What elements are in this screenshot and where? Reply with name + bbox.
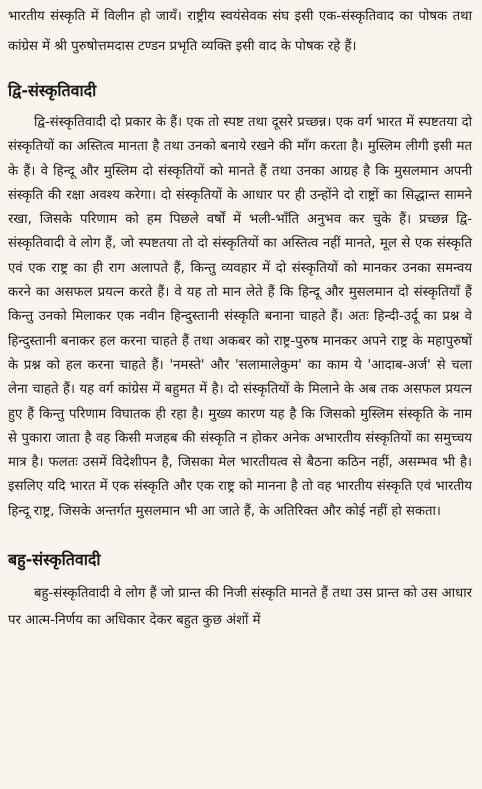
section-heading-bahu-sanskritivadi: बहु-संस्कृतिवादी: [8, 550, 101, 570]
paragraph-bahu-sanskritivadi: बहु-संस्कृतिवादी वे लोग हैं जो प्रान्त की निजी संस्कृति मानते हैं तथा उस प्रान्त को उस आधार पर आत्म-निर्णय का अधिकार देकर बहुत कुछ अंशों में: [8, 586, 472, 629]
section-heading-dvi-sanskritivadi: द्वि-संस्कृतिवादी: [8, 81, 97, 100]
intro-paragraph: भारतीय संस्कृति में विलीन हो जायँ। राष्ट्रीय स्वयंसेवक संघ इसी एक-संस्कृतिवाद का पोषक तथा कांग्रेस में श्री पुरुषोत्तमदास टण्डन प्रभृति व्यक्ति इसी वाद के पोषक रहे हैं।: [8, 9, 472, 54]
paragraph-dvi-sanskritivadi: द्वि-संस्कृतिवादी दो प्रकार के हैं। एक तो स्पष्ट तथा दूसरे प्रच्छन्न। एक वर्ग भारत में स्पष्टतया दो संस्कृतियों का अस्तित्व मानता है तथा उनको बनाये रखने की माँग करता है। मुस्लिम लीगी इसी मत के हैं। वे हिन्दू और मुस्लिम दो संस्कृतियों को मानते हैं तथा उनका आग्रह है कि मुसलमान अपनी संस्कृति की रक्षा अवश्य करेगा। दो संस्कृतियों के आधार पर ही उन्होंने दो राष्ट्रों का सिद्धान्त सामने रखा, जिसके परिणाम को हम पिछले वर्षों में भली-भाँति अनुभव कर चुके हैं। प्रच्छन्न द्वि-संस्कृतिवादी वे लोग हैं, जो स्पष्टतया तो दो संस्कृतियों का अस्तित्व नहीं मानते, मूल से एक संस्कृति एवं एक राष्ट्र का ही राग अलापते हैं, किन्तु व्यवहार में दो संस्कृतियों को मानकर उनका समन्वय करने का असफल प्रयत्न करते हैं। वे यह तो मान लेते हैं कि हिन्दू और मुसलमान दो संस्कृतियाँ हैं किन्तु उनको मिलाकर एक नवीन हिन्दुस्तानी संस्कृति बनाना चाहते हैं। अतः हिन्दी-उर्दू का प्रश्न वे हिन्दुस्तानी बनाकर हल करना चाहते हैं तथा अकबर को राष्ट्र-पुरुष मानकर अपने राष्ट्र के महापुरुषों के प्रश्न को हल करना चाहते हैं। 'नमस्ते' और 'सलामालेकुम' का काम ये 'आदाब-अर्ज' से चला लेना चाहते हैं। यह वर्ग कांग्रेस में बहुमत में है। दो संस्कृतियों के मिलाने के अब तक असफल प्रयत्न हुए हैं किन्तु परिणाम विघातक ही रहा है। मुख्य कारण यह है कि जिसको मुस्लिम संस्कृति के नाम से पुकारा जाता है वह किसी मजहब की संस्कृति न होकर अनेक अभारतीय संस्कृतियों का समुच्चय मात्र है। फलतः उसमें विदेशीपन है, जिसका मेल भारतीयत्व से बैठना कठिन नहीं, असम्भव भी है। इसलिए यदि भारत में एक संस्कृति और एक राष्ट्र को मानना है तो वह भारतीय संस्कृति एवं भारतीय हिन्दू राष्ट्र, जिसके अन्तर्गत मुसलमान भी आ जाते हैं, के अतिरिक्त और कोई नहीं हो सकता।: [8, 115, 472, 519]
